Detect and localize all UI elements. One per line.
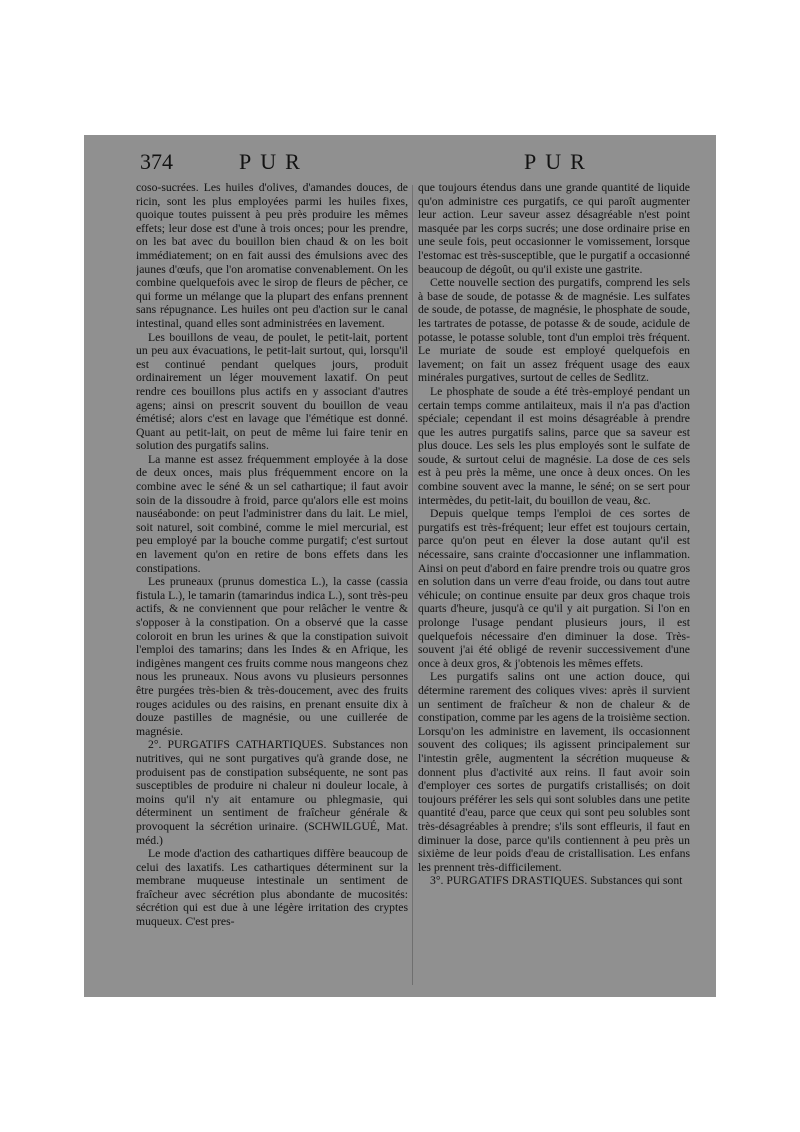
paragraph: Le phosphate de soude a été très-employé pendant un certain temps comme antilaiteux, mais il n'a pas d'action spéciale; cependant il est moins désagréable à prendre que les autres purgatifs salins, parce que sa saveur est plus douce. Les sels les plus employés sont le sulfate de soude, & surtout celui de magnésie. La dose de ces sels est à peu près la même, une once à deux onces. On les combine souvent avec la manne, le séné; on se sert pour intermèdes, du petit-lait, du bouillon de veau, &c. xyxy=(418,384,690,507)
paragraph: La manne est assez fréquemment employée à la dose de deux onces, mais plus fréquemment encore on la combine avec le séné & un sel cathartique; il faut avoir soin de la dissoudre à froid, parce qu'alors elle est moins nauséabonde: on peut l'administrer dans du lait. Le miel, soit naturel, soit combiné, comme le miel mercurial, est peu employé par la bouche comme purgatif; c'est surtout en lavement qu'on en retire de bons effets dans les constipations. xyxy=(136,452,408,575)
paragraph: Le mode d'action des cathartiques diffère beaucoup de celui des laxatifs. Les cathartiques déterminent sur la membrane muqueuse intestinale un sentiment de fraîcheur avec sécrétion plus abondante de mucosités: sécrétion qui est due à une légère irritation des cryptes muqueux. C'est pres- xyxy=(136,847,408,929)
paragraph: que toujours étendus dans une grande quantité de liquide qu'on administre ces purgatifs, ce qui paroît augmenter leur action. Leur saveur assez désagréable n'est point masquée par les corps sucrés; une dose ordinaire prise en une seule fois, peut occasionner le vomissement, lorsque l'estomac est très-susceptible, que le purgatif a occasionné beaucoup de dégoût, ou qu'il existe une gastrite. xyxy=(418,181,690,276)
section-heading-paragraph: 2°. PURGATIFS CATHARTIQUES. Substances non nutritives, qui ne sont purgatives qu'à grande dose, ne produisent pas de constipation subséquente, ne sont pas susceptibles de produire ni chaleur ni douleur locale, à moins qu'il n'y ait entamure ou phlegmasie, qui déterminent un sentiment de fraîcheur générale & provoquent la sécrétion urinaire. (SCHWILGUÉ, Mat. méd.) xyxy=(136,738,408,847)
scanned-page xyxy=(84,135,716,997)
section-heading-paragraph: 3°. PURGATIFS DRASTIQUES. Substances qui sont xyxy=(430,874,683,888)
right-column xyxy=(418,181,690,991)
paragraph: Les pruneaux (prunus domestica L.), la casse (cassia fistula L.), le tamarin (tamarindus indica L.), sont très-peu actifs, & ne conviennent que pour relâcher le ventre & s'opposer à la constipation. On a observé que la casse coloroit en brun les urines & que la constipation suivoit l'emploi des tamarins; dans les Indes & en Afrique, les indigènes mangent ces fruits comme nous mangeons chez nous les pruneaux. Nous avons vu plusieurs personnes être purgées très-bien & très-doucement, avec des fruits rouges acidules ou des raisins, en prenant ensuite dix à douze pastilles de magnésie, ou une cuillerée de magnésie. xyxy=(136,575,408,738)
paragraph: Depuis quelque temps l'emploi de ces sortes de purgatifs est très-fréquent; leur effet est toujours certain, parce qu'on peut en élever la dose autant qu'il est nécessaire, sans crainte d'occasionner une inflammation. Ainsi on peut d'abord en faire prendre trois ou quatre gros en solution dans un verre d'eau froide, ou dans tout autre véhicule; on continue ensuite par deux gros chaque trois quarts d'heure, jusqu'à ce qu'il y ait purgation. Si l'on en prolonge l'usage pendant plusieurs jours, il est quelquefois nécessaire d'en diminuer la dose. Très-souvent j'ai été obligé de revenir successivement d'une once à deux gros, & j'obtenois les mêmes effets. xyxy=(418,507,690,670)
running-head-left: PUR xyxy=(239,149,309,174)
paragraph: Cette nouvelle section des purgatifs, comprend les sels à base de soude, de potasse & de magnésie. Les sulfates de soude, de potasse, de magnésie, le phosphate de soude, les tartrates de potasse, de potasse & de soude, acidule de potasse, le potasse soluble, tont d'un emploi très fréquent. Le muriate de soude est employé quelquefois en lavement; on fait un assez fréquent usage des eaux minérales purgatives, surtout de celles de Sedlitz. xyxy=(418,276,690,385)
running-header xyxy=(84,149,716,183)
left-column xyxy=(136,181,408,991)
column-divider xyxy=(412,185,413,985)
paragraph: Les purgatifs salins ont une action douce, qui détermine rarement des coliques vives: après il survient un sentiment de fraîcheur & non de chaleur & de constipation, comme par les agens de la troisième section. Lorsqu'on les administre en lavement, ils occasionnent souvent des coliques; ils agissent principalement sur l'intestin grêle, augmentent la sécrétion muqueuse & donnent plus d'activité aux reins. Il faut avoir soin d'employer ces sortes de purgatifs cristallisés; on doit toujours préférer les sels qui sont solubles dans une petite quantité d'eau, parce que ceux qui sont peu solubles sont très-désagréables à prendre; s'ils sont effleuris, il faut en diminuer la dose, parce qu'ils contiennent à peu près un sixième de leur poids d'eau de cristallisation. Les enfans les prennent très-difficilement. xyxy=(418,670,690,874)
running-head-right: PUR xyxy=(524,149,594,174)
paragraph: coso-sucrées. Les huiles d'olives, d'amandes douces, de ricin, sont les plus employées parmi les huiles fixes, quoique toutes puissent à peu près produire les mêmes effets; leur dose est d'une à trois onces; pour les prendre, on les bat avec du bouillon bien chaud & on les boit immédiatement; on en fait aussi des émulsions avec des jaunes d'œufs, que l'on aromatise convenablement. On les combine quelquefois avec le sirop de fleurs de pêcher, ce qui forme un mélange que la plupart des enfans prennent sans répugnance. Les huiles ont peu d'action sur le canal intestinal, quand elles sont administrées en lavement. xyxy=(136,181,408,330)
page-number: 374 xyxy=(140,149,173,174)
paragraph: Les bouillons de veau, de poulet, le petit-lait, portent un peu aux évacuations, le petit-lait surtout, qui, lorsqu'il est continué pendant quelques jours, produit ordinairement un léger mouvement laxatif. On peut rendre ces bouillons plus actifs en y associant d'autres agens; ainsi on prescrit souvent du bouillon de veau émétisé; alors c'est en lavage que l'émétique est donné. Quant au petit-lait, on peut de même lui faire tenir en solution des purgatifs salins. xyxy=(136,330,408,453)
